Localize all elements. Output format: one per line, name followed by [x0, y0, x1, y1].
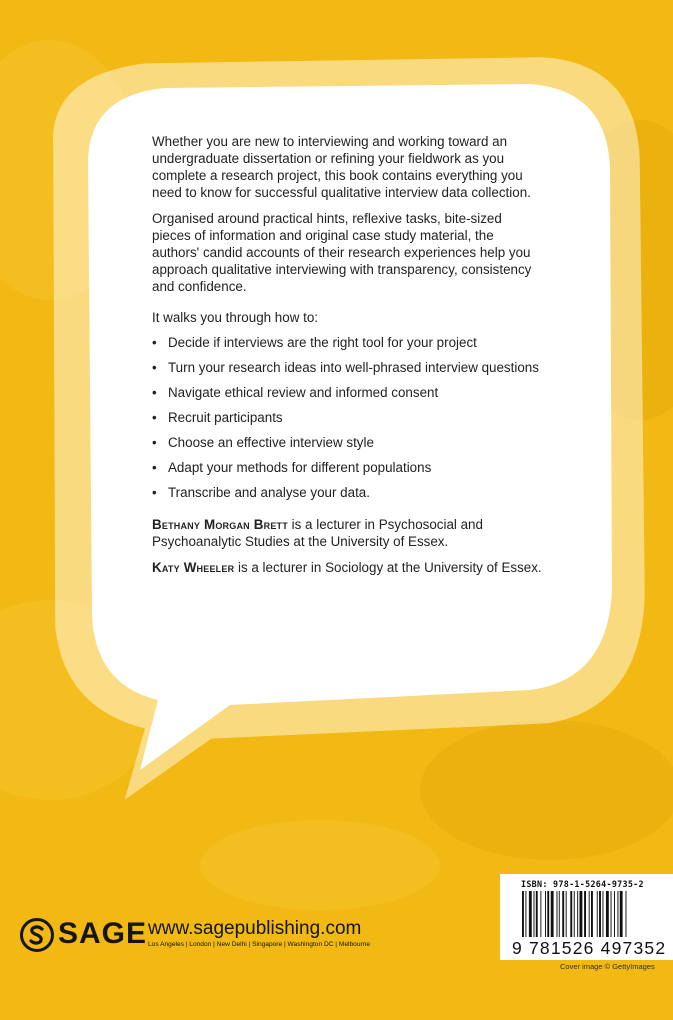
barcode-digits: 9 781526 497352: [512, 938, 667, 958]
list-item: • Recruit participants: [152, 410, 542, 427]
list-item: • Navigate ethical review and informed consent: [152, 385, 542, 402]
list-item: • Choose an effective interview style: [152, 435, 542, 452]
barcode-bar: [584, 891, 586, 937]
blurb-paragraph: Whether you are new to interviewing and working toward an undergraduate dissertation or refining your fieldwork as you complete a research project, this book contains everything you need to know for successful qualitative interview data collection.: [152, 134, 531, 200]
barcode-bar: [570, 891, 572, 937]
barcode-bar: [551, 891, 554, 937]
author-name: Katy Wheeler: [152, 559, 235, 575]
publisher-cities: Los Angeles | London | New Delhi | Singapore | Washington DC | Melbourne: [148, 941, 371, 948]
publisher-block: [20, 916, 440, 956]
barcode-bar: [574, 891, 575, 937]
publisher-wordmark: SAGE: [58, 917, 148, 950]
image-credit: Cover image © GettyImages: [560, 962, 655, 971]
sage-s-circle-icon: [20, 918, 54, 952]
barcode-bar: [540, 891, 541, 937]
list-item: • Adapt your methods for different populations: [152, 460, 542, 477]
barcode-bar: [577, 891, 578, 937]
barcode-bar: [522, 891, 524, 937]
author-bio-text: is a lecturer in Psychosocial and Psychoanalytic Studies at the University of Essex.: [152, 516, 483, 549]
barcode-bar: [536, 891, 538, 937]
barcode-bar: [591, 891, 593, 937]
barcode-bar: [617, 891, 618, 937]
barcode-bar: [559, 891, 560, 937]
blurb-paragraph: Organised around practical hints, reflexive tasks, bite-sized pieces of information and original case study material, the authors' candid accounts of their research experiences help you approach qualitative interviewing with transparency, consistency and confidence.: [152, 211, 532, 294]
list-item: • Decide if interviews are the right tool for your project: [152, 335, 542, 352]
barcode-icon: [520, 891, 660, 939]
list-item: • Transcribe and analyse your data.: [152, 485, 542, 502]
author-name: Bethany Morgan Brett: [152, 516, 288, 532]
blurb: [152, 133, 542, 585]
barcode-bar: [580, 891, 583, 937]
isbn-barcode: [500, 874, 673, 960]
author-bio-text: is a lecturer in Sociology at the University of Essex.: [234, 559, 542, 575]
barcode-bar: [525, 891, 526, 937]
barcode-bar: [603, 891, 604, 937]
isbn-label: ISBN: 978-1-5264-9735-2: [521, 879, 644, 889]
barcode-bar: [547, 891, 549, 937]
barcode-bar: [557, 891, 558, 937]
author-bio: [152, 559, 542, 576]
barcode-bar: [529, 891, 532, 937]
barcode-bar: [545, 891, 546, 937]
author-bio: [152, 516, 542, 550]
barcode-bar: [562, 891, 564, 937]
list-item: • Turn your research ideas into well-phrased interview questions: [152, 360, 542, 377]
barcode-bar: [597, 891, 598, 937]
barcode-bar: [626, 891, 627, 937]
barcode-bar: [606, 891, 609, 937]
barcode-bar: [566, 891, 567, 937]
publisher-url[interactable]: www.sagepublishing.com: [148, 918, 362, 939]
barcode-bar: [611, 891, 612, 937]
barcode-bar: [534, 891, 535, 937]
barcode-bar: [614, 891, 615, 937]
barcode-bar: [599, 891, 601, 937]
steps-list: [152, 335, 542, 502]
barcode-bar: [620, 891, 623, 937]
list-intro: It walks you through how to:: [152, 310, 318, 325]
barcode-bar: [589, 891, 590, 937]
